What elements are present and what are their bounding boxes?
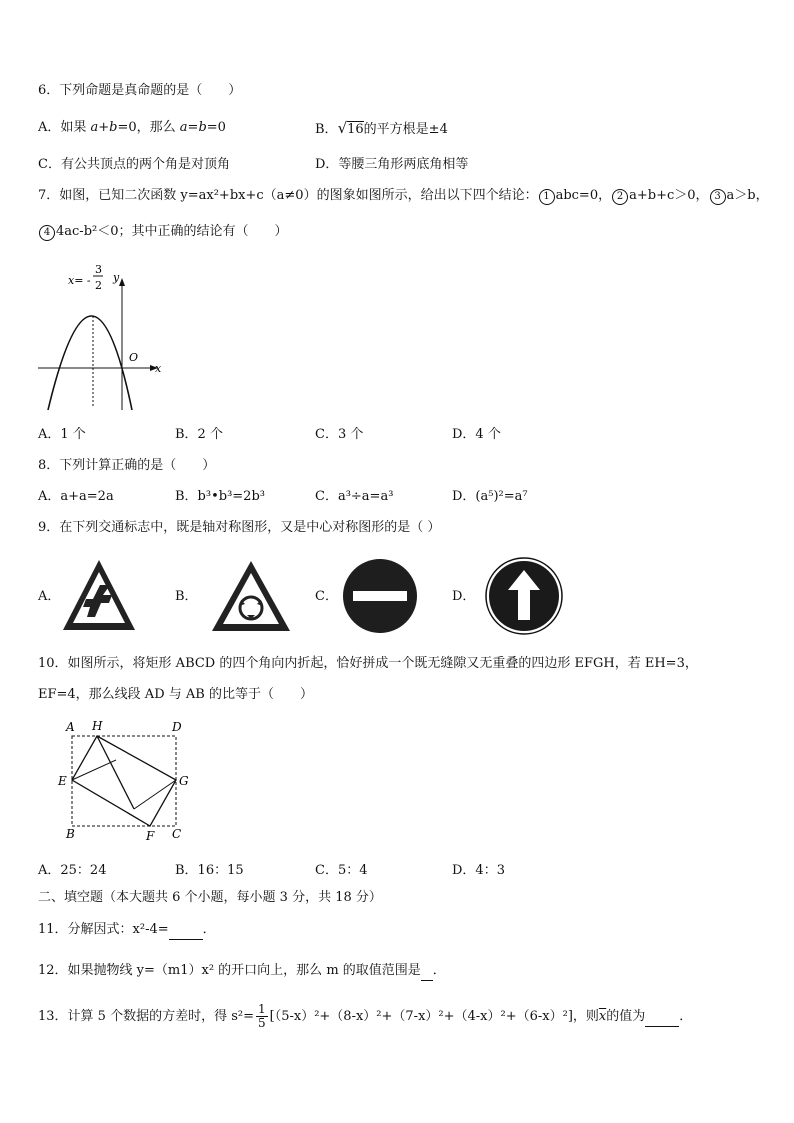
q11-text: 11．分解因式：x²-4= ． (38, 921, 216, 940)
sign-c-no-entry-icon (341, 557, 419, 635)
q10-option-b: B．16：15 (175, 863, 244, 878)
q10-option-d: D．4：3 (452, 863, 505, 878)
origin-label: O (129, 351, 139, 364)
q9-label-c: C． (315, 589, 338, 604)
q10-rectangle-figure (50, 716, 200, 846)
q9-label-b: B． (175, 589, 198, 604)
q6-option-c: C．有公共顶点的两个角是对顶角 (38, 157, 230, 172)
q6-option-b: B．√16的平方根是±4 (315, 119, 448, 137)
axis-of-symmetry-label: x= - (68, 274, 91, 287)
q8-option-c: C．a³÷a=a³ (315, 489, 394, 504)
svg-text:A: A (66, 720, 75, 734)
frac-numerator: 3 (95, 263, 102, 276)
q7-stem: 7．如图，已知二次函数 y=ax²+bx+c（a≠0）的图象如图所示，给出以下四个结论： 1 abc=0， 2 a+b+c＞0， 3 a＞b， (38, 188, 769, 203)
sign-a-double-bend-icon (60, 557, 138, 633)
sign-b-roundabout-icon (209, 558, 293, 634)
q13-text: 13．计算 5 个数据的方差时，得 s²= $\frac{1}{5}$ [（5-x）²+（8-x）²+（7-x）²+（4-x）²+（6-x）²]，则$\overline{x}$的值为 ． (38, 1002, 693, 1030)
parabola-curve (48, 316, 132, 410)
q10-option-c: C．5：4 (315, 863, 368, 878)
q8-option-a: A．a+a=2a (38, 489, 114, 504)
q7-stem-line2: 4 4ac-b²＜0；其中正确的结论有（ ） (38, 223, 288, 241)
rectangle-abcd (72, 736, 176, 826)
q10-stem-line1: 10．如图所示，将矩形 ABCD 的四个角向内折起，恰好拼成一个既无缝隙又无重叠的四边形 EFGH，若 EH=3， (38, 656, 698, 671)
svg-text:H: H (92, 719, 103, 733)
q6-option-a: A．如果 a+b=0，那么 a=b=0 (38, 120, 226, 135)
q7-parabola-graph (36, 262, 166, 414)
q8-option-d: D．(a⁵)²=a⁷ (452, 489, 528, 504)
q8-option-b: B．b³•b³=2b³ (175, 489, 265, 504)
frac-denominator: 2 (95, 279, 102, 292)
svg-text:B: B (66, 827, 75, 841)
svg-text:F: F (146, 829, 155, 843)
x-axis-label: x (155, 362, 162, 375)
q7-option-c: C．3 个 (315, 427, 364, 442)
q12-text: 12．如果抛物线 y=（m1）x² 的开口向上，那么 m 的取值范围是 ． (38, 962, 446, 981)
q6-option-d: D．等腰三角形两底角相等 (315, 157, 469, 172)
q7-option-b: B．2 个 (175, 427, 223, 442)
q6-stem: 6．下列命题是真命题的是（ ） (38, 83, 242, 98)
quadrilateral-efgh (72, 736, 176, 826)
q9-label-a: A． (38, 589, 61, 604)
q10-stem-line2: EF=4，那么线段 AD 与 AB 的比等于（ ） (38, 687, 313, 702)
svg-text:E: E (58, 774, 67, 788)
svg-text:D: D (172, 720, 182, 734)
svg-text:C: C (172, 827, 182, 841)
q10-option-a: A．25：24 (38, 863, 107, 878)
q9-stem: 9．在下列交通标志中，既是轴对称图形，又是中心对称图形的是（ ） (38, 520, 441, 535)
q7-option-d: D．4 个 (452, 427, 501, 442)
sign-d-straight-ahead-icon (484, 556, 564, 636)
q9-label-d: D． (452, 589, 476, 604)
svg-text:G: G (179, 774, 189, 788)
q7-option-a: A．1 个 (38, 427, 86, 442)
y-axis-label: y (113, 271, 120, 284)
section-heading: 二、填空题（本大题共 6 个小题，每小题 3 分，共 18 分） (38, 890, 382, 905)
q8-stem: 8．下列计算正确的是（ ） (38, 458, 216, 473)
